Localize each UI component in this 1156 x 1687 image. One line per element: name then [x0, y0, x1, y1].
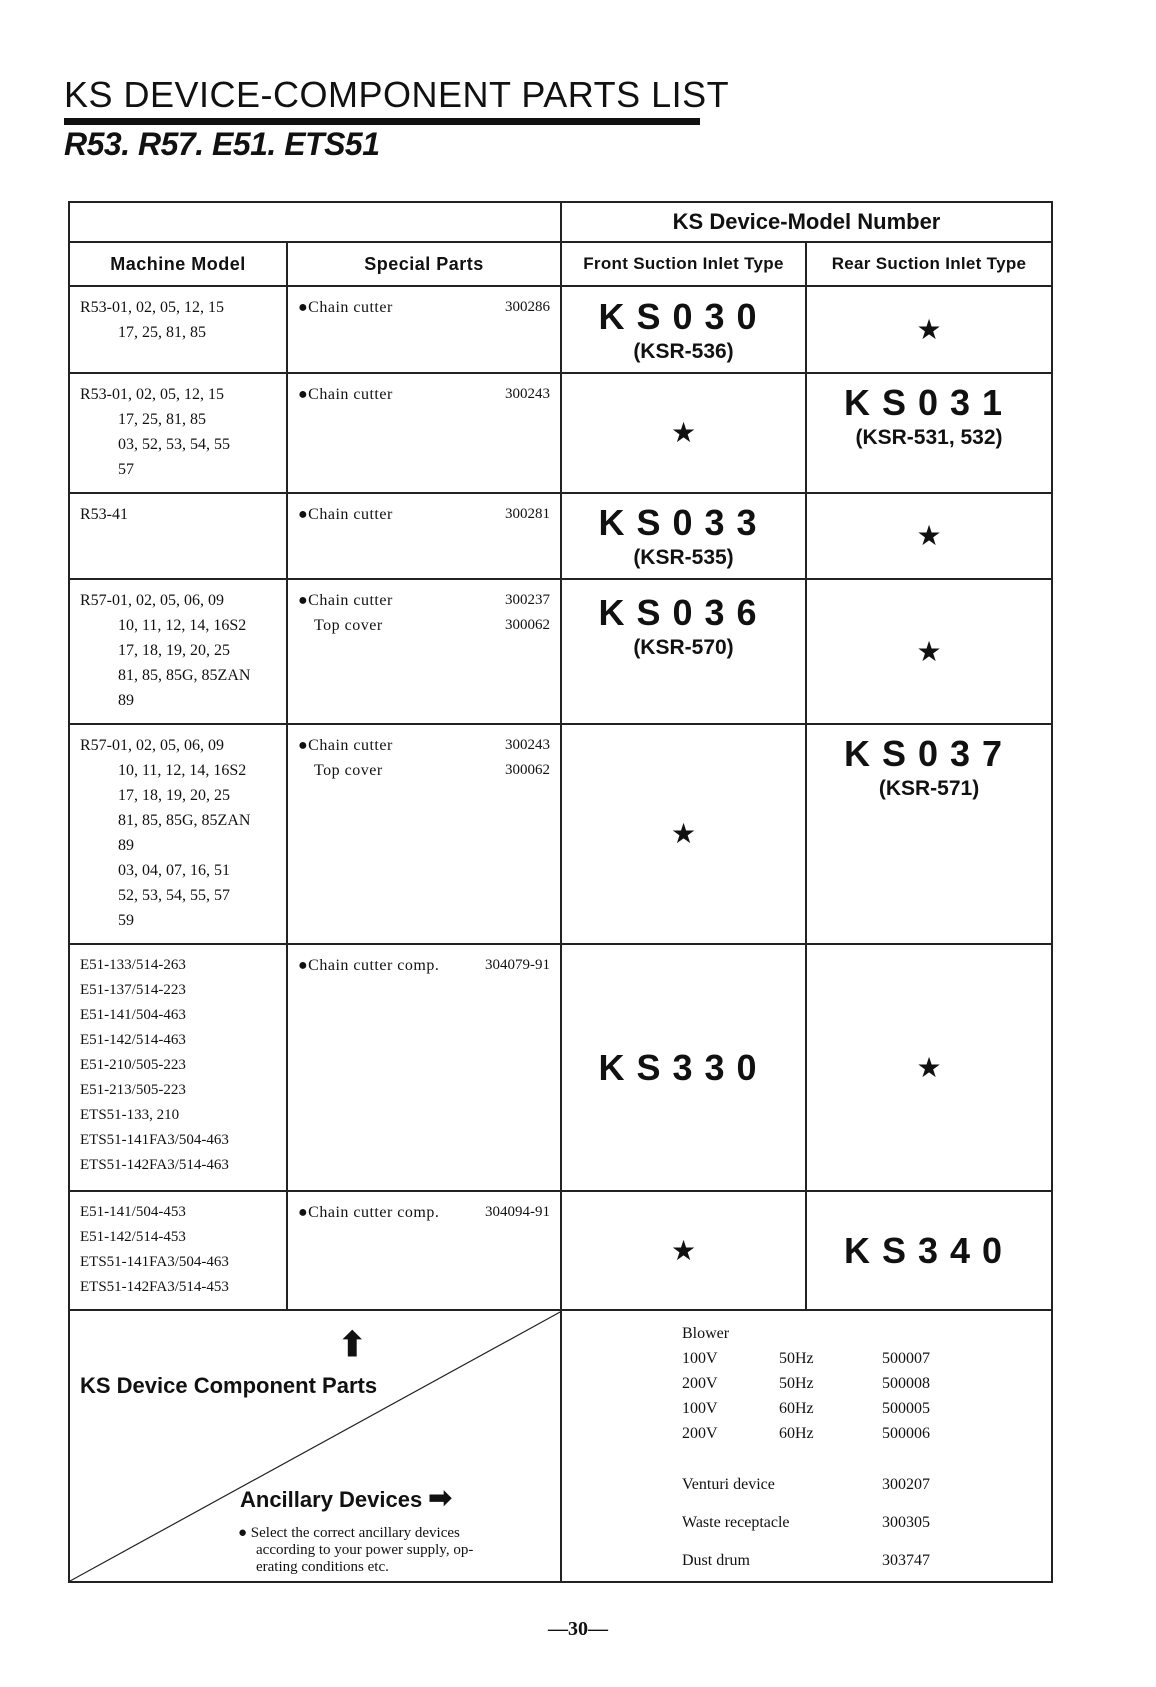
star-icon: ★ [916, 636, 942, 668]
blower-frequency: 60Hz [779, 1400, 814, 1417]
blower-part-number: 500007 [882, 1350, 930, 1367]
model-line: 89 [118, 837, 134, 854]
special-parts-header: Special Parts [287, 242, 561, 286]
ksr-model-code: (KSR-531, 532) [855, 426, 1003, 449]
table-row [69, 493, 1052, 579]
model-line: 59 [118, 912, 134, 929]
page-number: —30— [548, 1618, 608, 1640]
model-line: ETS51-133, 210 [80, 1107, 180, 1123]
model-line: 17, 18, 19, 20, 25 [118, 642, 230, 659]
device-name: Venturi device [682, 1476, 775, 1493]
star-icon: ★ [670, 418, 697, 449]
machine-model-cell [69, 373, 287, 493]
model-line: R53-01, 02, 05, 12, 15 [80, 386, 224, 403]
ksr-model-code: (KSR-536) [633, 339, 734, 363]
right-arrow-icon: ➡ [428, 1482, 452, 1513]
device-name: Dust drum [682, 1552, 750, 1569]
rear-model-cell [806, 944, 1052, 1191]
model-line: 03, 04, 07, 16, 51 [118, 862, 230, 879]
page-subtitle: R53. R57. E51. ETS51 [64, 126, 380, 162]
machine-model-cell [69, 724, 287, 944]
blower-label: Blower [682, 1325, 730, 1342]
model-line: R53-01, 02, 05, 12, 15 [80, 299, 224, 316]
blower-voltage: 100V [682, 1350, 718, 1367]
part-name: ●Chain cutter [298, 737, 393, 754]
model-line: ETS51-142FA3/514-453 [80, 1279, 229, 1295]
rear-model-cell [806, 373, 1052, 493]
front-model-cell [561, 373, 806, 493]
blower-voltage: 200V [682, 1425, 718, 1442]
model-line: E51-141/504-453 [80, 1204, 186, 1220]
up-arrow-icon: ⬆ [338, 1327, 367, 1364]
ks-model-code: KS340 [843, 1229, 1015, 1271]
part-number: 300243 [505, 386, 550, 402]
blower-frequency: 50Hz [779, 1375, 814, 1392]
part-name: ●Chain cutter [298, 506, 393, 523]
special-parts-cell [287, 286, 561, 373]
device-name: Waste receptacle [682, 1514, 790, 1531]
model-line: E51-137/514-223 [80, 982, 186, 998]
device-part-number: 303747 [882, 1552, 930, 1569]
model-line: E51-133/514-263 [80, 957, 186, 973]
table-row [69, 373, 1052, 493]
rear-model-cell [806, 493, 1052, 579]
part-number: 300243 [505, 737, 550, 753]
table-row [69, 579, 1052, 724]
ks-model-code: KS031 [843, 382, 1015, 423]
model-line: 17, 25, 81, 85 [118, 411, 206, 428]
blower-part-number: 500006 [882, 1425, 930, 1442]
rear-model-cell [806, 1191, 1052, 1310]
blower-voltage: 200V [682, 1375, 718, 1392]
model-line: 10, 11, 12, 14, 16S2 [118, 762, 247, 779]
ksr-model-code: (KSR-570) [633, 636, 734, 659]
device-part-number: 300305 [882, 1514, 930, 1531]
device-model-group-header: KS Device-Model Number [561, 202, 1052, 242]
model-line: ETS51-141FA3/504-463 [80, 1132, 229, 1148]
model-line: 03, 52, 53, 54, 55 [118, 436, 230, 453]
component-parts-label: KS Device Component Parts [80, 1373, 378, 1398]
star-icon: ★ [916, 1052, 942, 1084]
part-name: ●Chain cutter [298, 299, 393, 316]
model-line: 17, 25, 81, 85 [118, 324, 206, 341]
special-parts-cell [287, 1191, 561, 1310]
blower-voltage: 100V [682, 1400, 718, 1417]
model-line: 57 [118, 461, 134, 478]
model-line: ETS51-141FA3/504-463 [80, 1254, 229, 1270]
front-model-cell [561, 579, 806, 724]
special-parts-cell [287, 579, 561, 724]
special-parts-cell [287, 373, 561, 493]
front-model-cell [561, 944, 806, 1191]
part-name: ●Chain cutter [298, 386, 393, 403]
front-model-cell [561, 724, 806, 944]
blower-part-number: 500008 [882, 1375, 930, 1392]
rear-suction-header: Rear Suction Inlet Type [806, 242, 1052, 286]
front-model-cell [561, 286, 806, 373]
star-icon: ★ [670, 819, 697, 850]
model-line: ETS51-142FA3/514-463 [80, 1157, 229, 1173]
model-line: E51-142/514-463 [80, 1032, 186, 1048]
model-line: 89 [118, 692, 134, 709]
rear-model-cell [806, 579, 1052, 724]
blower-part-number: 500005 [882, 1400, 930, 1417]
ancillary-row [69, 1310, 1052, 1582]
part-name: ●Chain cutter comp. [298, 957, 440, 974]
part-name: ●Chain cutter [298, 592, 393, 609]
front-suction-header: Front Suction Inlet Type [561, 242, 806, 286]
special-parts-cell [287, 724, 561, 944]
table-row [69, 724, 1052, 944]
special-parts-cell [287, 944, 561, 1191]
part-name: Top cover [314, 762, 383, 779]
ks-model-code: KS036 [598, 592, 769, 633]
title-underline [64, 118, 700, 125]
ks-model-code: KS330 [598, 1046, 769, 1088]
ancillary-note [238, 1525, 528, 1576]
part-name: Top cover [314, 617, 383, 634]
ks-model-code: KS033 [598, 502, 769, 543]
table-row [69, 944, 1052, 1191]
part-name: ●Chain cutter comp. [298, 1204, 440, 1221]
parts-table [68, 201, 1053, 1583]
ks-model-code: KS037 [843, 733, 1015, 774]
rear-model-cell [806, 724, 1052, 944]
device-part-number: 300207 [882, 1476, 930, 1493]
star-icon: ★ [916, 314, 942, 346]
machine-model-cell [69, 493, 287, 579]
model-line: E51-142/514-453 [80, 1229, 186, 1245]
ancillary-devices-title [240, 1481, 452, 1514]
device-row [562, 1548, 1051, 1573]
blower-row [562, 1371, 1051, 1396]
ancillary-devices-cell [561, 1310, 1052, 1582]
blower-frequency: 50Hz [779, 1350, 814, 1367]
special-parts-cell [287, 493, 561, 579]
star-icon: ★ [670, 1235, 697, 1267]
model-line: 52, 53, 54, 55, 57 [118, 887, 230, 904]
empty-header-cell [69, 202, 561, 242]
part-number: 304079-91 [485, 957, 550, 973]
machine-model-cell [69, 1191, 287, 1310]
note-line: ● Select the correct ancillary devices [238, 1525, 460, 1541]
part-number: 300062 [505, 617, 550, 633]
part-number: 300237 [505, 592, 550, 608]
machine-model-cell [69, 286, 287, 373]
page-title: KS DEVICE-COMPONENT PARTS LIST [64, 74, 730, 115]
model-line: 81, 85, 85G, 85ZAN [118, 812, 251, 829]
machine-model-header: Machine Model [69, 242, 287, 286]
machine-model-cell [69, 579, 287, 724]
part-number: 300286 [505, 299, 550, 315]
model-line: R57-01, 02, 05, 06, 09 [80, 592, 224, 609]
ksr-model-code: (KSR-535) [633, 546, 734, 569]
rear-model-cell [806, 286, 1052, 373]
blower-row [562, 1421, 1051, 1446]
model-line: R57-01, 02, 05, 06, 09 [80, 737, 224, 754]
front-model-cell [561, 493, 806, 579]
blower-row [562, 1346, 1051, 1371]
part-number: 300062 [505, 762, 550, 778]
part-number: 300281 [505, 506, 550, 522]
note-line: according to your power supply, op- [256, 1542, 474, 1558]
blower-row [562, 1396, 1051, 1421]
model-line: 81, 85, 85G, 85ZAN [118, 667, 251, 684]
model-line: R53-41 [80, 506, 128, 523]
machine-model-cell [69, 944, 287, 1191]
table-row [69, 1191, 1052, 1310]
blower-frequency: 60Hz [779, 1425, 814, 1442]
ks-model-code: KS030 [598, 295, 769, 337]
model-line: E51-210/505-223 [80, 1057, 186, 1073]
part-number: 304094-91 [485, 1204, 550, 1220]
device-row [562, 1472, 1051, 1510]
note-line: erating conditions etc. [256, 1559, 389, 1575]
star-icon: ★ [916, 521, 942, 552]
front-model-cell [561, 1191, 806, 1310]
model-line: 17, 18, 19, 20, 25 [118, 787, 230, 804]
ksr-model-code: (KSR-571) [878, 777, 980, 800]
device-row [562, 1510, 1051, 1548]
model-line: 10, 11, 12, 14, 16S2 [118, 617, 247, 634]
model-line: E51-213/505-223 [80, 1082, 186, 1098]
model-line: E51-141/504-463 [80, 1007, 186, 1023]
ancillary-devices-label: Ancillary Devices [240, 1487, 423, 1512]
ancillary-legend-cell [69, 1310, 561, 1582]
table-row [69, 286, 1052, 373]
